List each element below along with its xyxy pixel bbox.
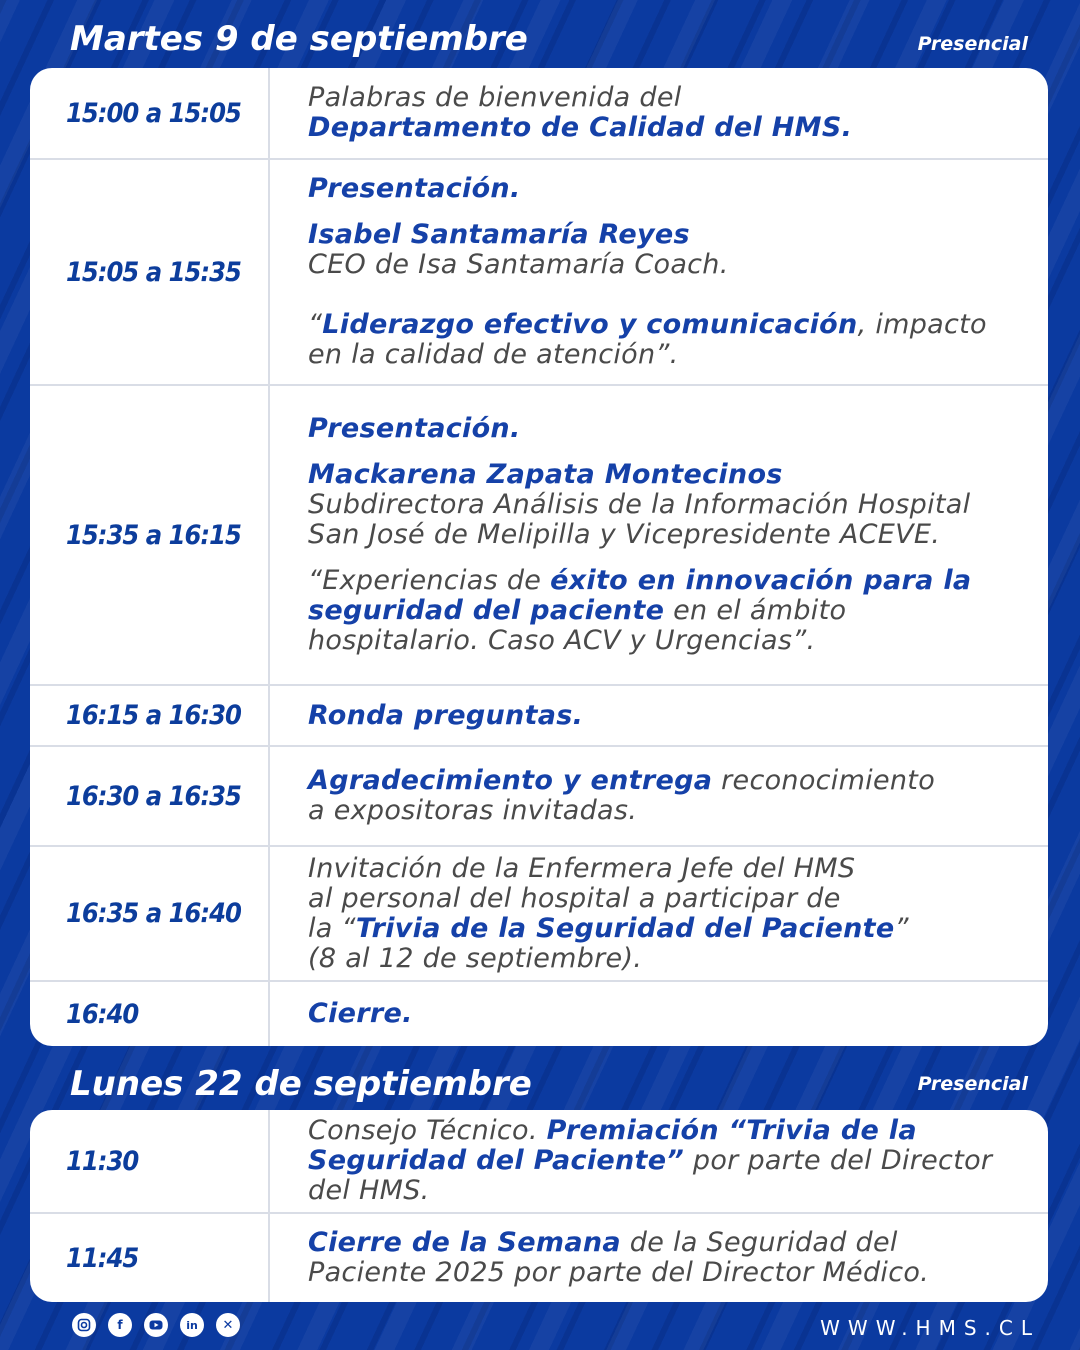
table-row (30, 160, 1048, 386)
day1-schedule (30, 68, 1048, 1046)
row-description: Ronda preguntas. (308, 699, 584, 731)
day2-schedule (30, 1110, 1048, 1302)
row-time: 15:05 a 15:35 (30, 160, 270, 384)
row-time: 16:30 a 16:35 (30, 747, 270, 845)
row-description: Agradecimiento y entrega reconocimiento a expositoras invitadas. (308, 765, 936, 826)
day2-mode: Presencial (917, 1073, 1028, 1095)
table-row (30, 1110, 1048, 1214)
x-icon[interactable]: ✕ (216, 1313, 240, 1337)
row-time: 15:35 a 16:15 (30, 386, 270, 684)
table-row (30, 386, 1048, 686)
table-row (30, 747, 1048, 847)
website-url[interactable]: WWW.HMS.CL (820, 1316, 1040, 1340)
table-row (30, 68, 1048, 160)
table-row (30, 982, 1048, 1046)
day1-title: Martes 9 de septiembre (70, 19, 528, 59)
row-time: 11:30 (30, 1110, 270, 1212)
row-description: Consejo Técnico. Premiación “Trivia de la Seguridad del Paciente” por parte del Director del HMS. (308, 1115, 993, 1206)
row-time: 16:15 a 16:30 (30, 686, 270, 745)
row-description: Presentación. Isabel Santamaría Reyes CEO de Isa Santamaría Coach. “Liderazgo efectivo y comunicación, impacto en la calidad de atención”. (308, 173, 987, 370)
row-time: 11:45 (30, 1214, 270, 1302)
row-time: 15:00 a 15:05 (30, 68, 270, 158)
row-description: Cierre de la Semana de la Seguridad del Paciente 2025 por parte del Director Médico. (308, 1227, 930, 1288)
table-row (30, 1214, 1048, 1302)
table-row (30, 847, 1048, 982)
row-description: Cierre. (308, 998, 413, 1029)
row-time: 16:35 a 16:40 (30, 847, 270, 980)
day2-title: Lunes 22 de septiembre (70, 1064, 532, 1104)
social-icons (72, 1313, 240, 1337)
youtube-icon[interactable] (144, 1313, 168, 1337)
table-row (30, 686, 1048, 747)
day1-mode: Presencial (917, 33, 1028, 55)
linkedin-icon[interactable]: in (180, 1313, 204, 1337)
facebook-icon[interactable]: f (108, 1313, 132, 1337)
row-description: Presentación. Mackarena Zapata Montecinos Subdirectora Análisis de la Información Hospital San José de Melipilla y Vicepresidente ACEVE. “Experiencias de éxito en innovación para la seguridad del paciente en el ámbito hospitalario. Caso ACV y Urgencias”. (308, 413, 972, 656)
row-description: Invitación de la Enfermera Jefe del HMS al personal del hospital a participar de la “Trivia de la Seguridad del Paciente” (8 al 12 de septiembre). (308, 852, 909, 974)
instagram-icon[interactable] (72, 1313, 96, 1337)
row-time: 16:40 (30, 982, 270, 1046)
row-description: Palabras de bienvenida del Departamento de Calidad del HMS. (308, 82, 853, 143)
